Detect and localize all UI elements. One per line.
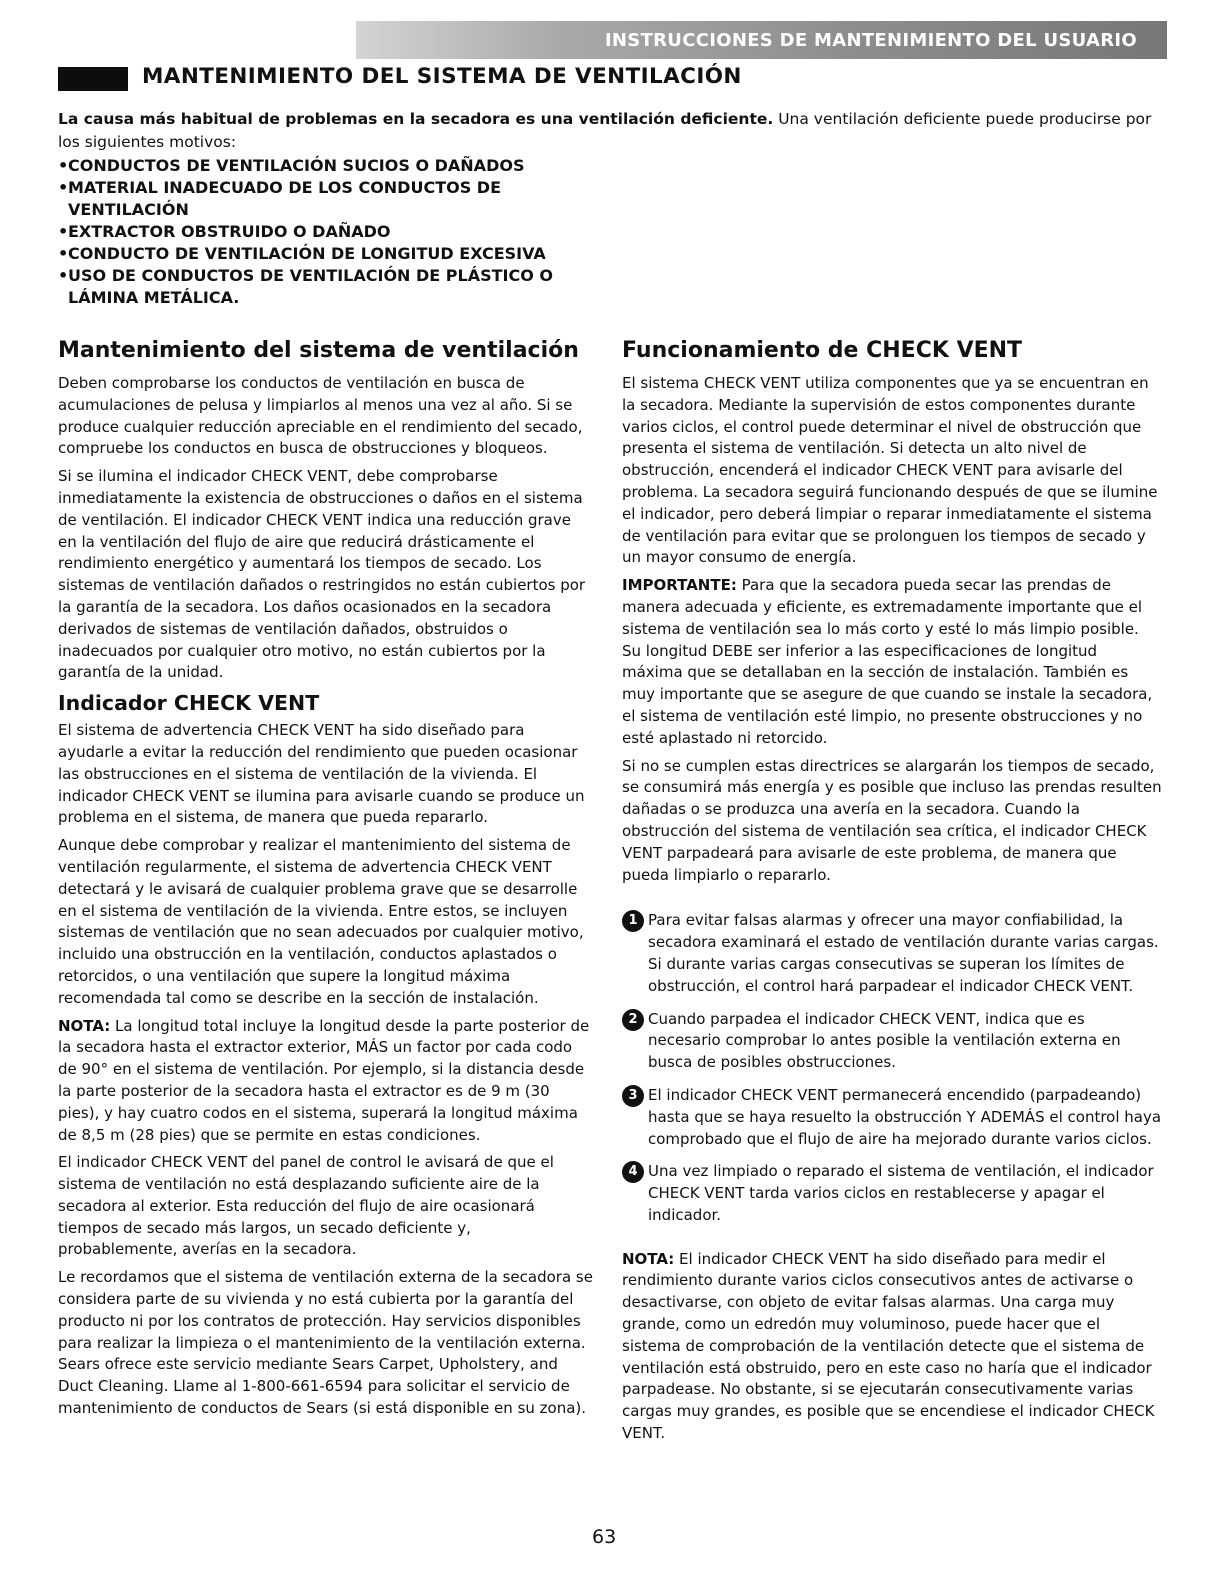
- page-number: 63: [592, 1526, 617, 1548]
- list-item: • EXTRACTOR OBSTRUIDO O DAÑADO: [58, 221, 618, 243]
- list-item: • USO DE CONDUCTOS DE VENTILACIÓN DE PLÁSTICO O LÁMINA METÁLICA.: [58, 265, 618, 309]
- paragraph: Aunque debe comprobar y realizar el mantenimiento del sistema de ventilación regularmente, el sistema de advertencia CHECK VENT detectará y le avisará de cualquier problema grave que se desarrolle en el sistema de ventilación de la vivienda. Entre estos, se incluyen sistemas de ventilación que no sean adecuados por cualquier motivo, incluido una obstrucción en la ventilación, conductos aplastados o retorcidos, o una ventilación que supere la longitud máxima recomendada tal como se describe en la sección de instalación.: [58, 836, 584, 1007]
- step-number-icon: 2: [622, 1009, 644, 1031]
- function-heading: Funcionamiento de CHECK VENT: [622, 338, 1023, 363]
- left-column: [58, 337, 593, 1426]
- note-text: La longitud total incluye la longitud desde la parte posterior de la secadora hasta el extractor exterior, MÁS un factor por cada codo de 90° en el sistema de ventilación. Por ejemplo, si la distancia desde la parte posterior de la secadora hasta el extractor es de 9 m (30 pies), y hay cuatro codos en el sistema, superará la longitud máxima de 8,5 m (28 pies) que se permite en estas condiciones.: [58, 1016, 590, 1144]
- paragraph: El sistema de advertencia CHECK VENT ha sido diseñado para ayudarle a evitar la reducción del rendimiento que pueden ocasionar las obstrucciones en el sistema de ventilación de la vivienda. El indicador CHECK VENT se ilumina para avisarle cuando se produce un problema en el sistema, de manera que pueda repararlo.: [58, 721, 585, 827]
- step-text: Una vez limpiado o reparado el sistema de ventilación, el indicador CHECK VENT tarda varios ciclos en restablecerse y apagar el indicador.: [648, 1162, 1154, 1224]
- list-item: • MATERIAL INADECUADO DE LOS CONDUCTOS DE VENTILACIÓN: [58, 177, 618, 221]
- note-label: NOTA:: [58, 1016, 111, 1035]
- step-item: [622, 1161, 1162, 1226]
- header-banner: [356, 21, 1167, 59]
- section-marker-block: [58, 67, 128, 91]
- paragraph: Si no se cumplen estas directrices se alargarán los tiempos de secado, se consumirá más energía y es posible que incluso las prendas resulten dañadas o se produzca una avería en la secadora. Cuando la obstrucción del sistema de ventilación sea crítica, el indicador CHECK VENT parpadeará para avisarle de este problema, de manera que pueda limpiarlo o repararlo.: [622, 756, 1162, 884]
- note-text: El indicador CHECK VENT ha sido diseñado para medir el rendimiento durante varios ciclos consecutivos antes de activarse o desactivarse, con objeto de evitar falsas alarmas. Una carga muy grande, como un edredón muy voluminoso, puede hacer que el sistema de comprobación de la ventilación detecte que el sistema de ventilación está obstruido, pero en este caso no haría que el indicador parpadease. No obstante, si se ejecutarán consecutivamente varias cargas muy grandes, es posible que se encendiese el indicador CHECK VENT.: [622, 1249, 1155, 1443]
- paragraph: El sistema CHECK VENT utiliza componentes que ya se encuentran en la secadora. Mediante la supervisión de estos componentes durante varios ciclos, el control puede determinar el nivel de obstrucción que presenta el sistema de ventilación. Si detecta un alto nivel de obstrucción, encenderá el indicador CHECK VENT para avisarle del problema. La secadora seguirá funcionando después de que se ilumine el indicador, pero deberá limpiar o reparar inmediatamente el sistema de ventilación para evitar que se prolonguen los tiempos de secado y un mayor consumo de energía.: [622, 374, 1158, 567]
- step-number-icon: 4: [622, 1161, 644, 1183]
- step-text: Cuando parpadea el indicador CHECK VENT, indica que es necesario comprobar lo antes posible la ventilación externa en busca de posibles obstrucciones.: [648, 1009, 1121, 1072]
- note-paragraph: [58, 1016, 593, 1147]
- step-number-icon: 1: [622, 910, 644, 932]
- important-paragraph: [622, 575, 1162, 749]
- intro-text: Una ventilación deficiente puede producirse por los siguientes motivos:: [58, 110, 1152, 151]
- step-text: El indicador CHECK VENT permanecerá encendido (parpadeando) hasta que se haya resuelto la obstrucción Y ADEMÁS el control haya comprobado que el flujo de aire ha mejorado durante varios ciclos.: [648, 1085, 1162, 1148]
- banner-title: INSTRUCCIONES DE MANTENIMIENTO DEL USUARIO: [604, 30, 1137, 51]
- paragraph: Si se ilumina el indicador CHECK VENT, debe comprobarse inmediatamente la existencia de obstrucciones o daños en el sistema de ventilación. El indicador CHECK VENT indica una reducción grave en la ventilación del flujo de aire que reducirá drásticamente el rendimiento energético y aumentará los tiempos de secado. Los sistemas de ventilación dañados o restringidos no están cubiertos por la garantía de la secadora. Los daños ocasionados en la secadora derivados de sistemas de ventilación dañados, obstruidos o inadecuados por cualquier otro motivo, no están cubiertos por la garantía de la unidad.: [58, 467, 586, 682]
- paragraph: Le recordamos que el sistema de ventilación externa de la secadora se considera parte de su vivienda y no está cubierta por la garantía del producto ni por los contratos de protección. Hay servicios disponibles para realizar la limpieza o el mantenimiento de la ventilación externa. Sears ofrece este servicio mediante Sears Carpet, Upholstery, and Duct Cleaning. Llame al 1-800-661-6594 para solicitar el servicio de mantenimiento de conductos de Sears (si está disponible en su zona).: [58, 1268, 593, 1418]
- step-item: [622, 1009, 1162, 1074]
- important-label: IMPORTANTE:: [622, 576, 737, 595]
- intro-bold: La causa más habitual de problemas en la secadora es una ventilación deficiente.: [58, 110, 774, 128]
- indicator-heading: Indicador CHECK VENT: [58, 691, 320, 716]
- intro-paragraph: [58, 108, 1170, 154]
- right-column: [622, 337, 1162, 1451]
- section-title: MANTENIMIENTO DEL SISTEMA DE VENTILACIÓN: [142, 64, 742, 89]
- note-paragraph: [622, 1249, 1162, 1445]
- note-label: NOTA:: [622, 1249, 675, 1268]
- cause-list: [58, 155, 618, 309]
- list-item: • CONDUCTO DE VENTILACIÓN DE LONGITUD EXCESIVA: [58, 243, 618, 265]
- step-item: [622, 1085, 1162, 1150]
- step-text: Para evitar falsas alarmas y ofrecer una mayor confiabilidad, la secadora examinará el estado de ventilación durante varias cargas. Si durante varias cargas consecutivas se superan los límites de obstrucción, el control hará parpadear el indicador CHECK VENT.: [648, 911, 1159, 995]
- step-item: [622, 910, 1162, 997]
- step-number-icon: 3: [622, 1085, 644, 1107]
- steps-list: [622, 910, 1162, 1226]
- maintenance-heading: Mantenimiento del sistema de ventilación: [58, 338, 579, 363]
- important-text: Para que la secadora pueda secar las prendas de manera adecuada y eficiente, es extremadamente importante que el sistema de ventilación sea lo más corto y esté lo más limpio posible. Su longitud DEBE ser inferior a las especificaciones de longitud máxima que se detallaban en la sección de instalación. También es muy importante que se asegure de que cuando se instale la secadora, el sistema de ventilación esté limpio, no presente obstrucciones y no esté aplastado ni retorcido.: [622, 576, 1153, 747]
- paragraph: El indicador CHECK VENT del panel de control le avisará de que el sistema de ventilación no está desplazando suficiente aire de la secadora al exterior. Esta reducción del flujo de aire ocasionará tiempos de secado más largos, un secado deficiente y, probablemente, averías en la secadora.: [58, 1153, 554, 1259]
- paragraph: Deben comprobarse los conductos de ventilación en busca de acumulaciones de pelusa y limpiarlos al menos una vez al año. Si se produce cualquier reducción apreciable en el rendimiento del secado, compruebe los conductos en busca de obstrucciones y bloqueos.: [58, 374, 583, 458]
- list-item: • CONDUCTOS DE VENTILACIÓN SUCIOS O DAÑADOS: [58, 155, 618, 177]
